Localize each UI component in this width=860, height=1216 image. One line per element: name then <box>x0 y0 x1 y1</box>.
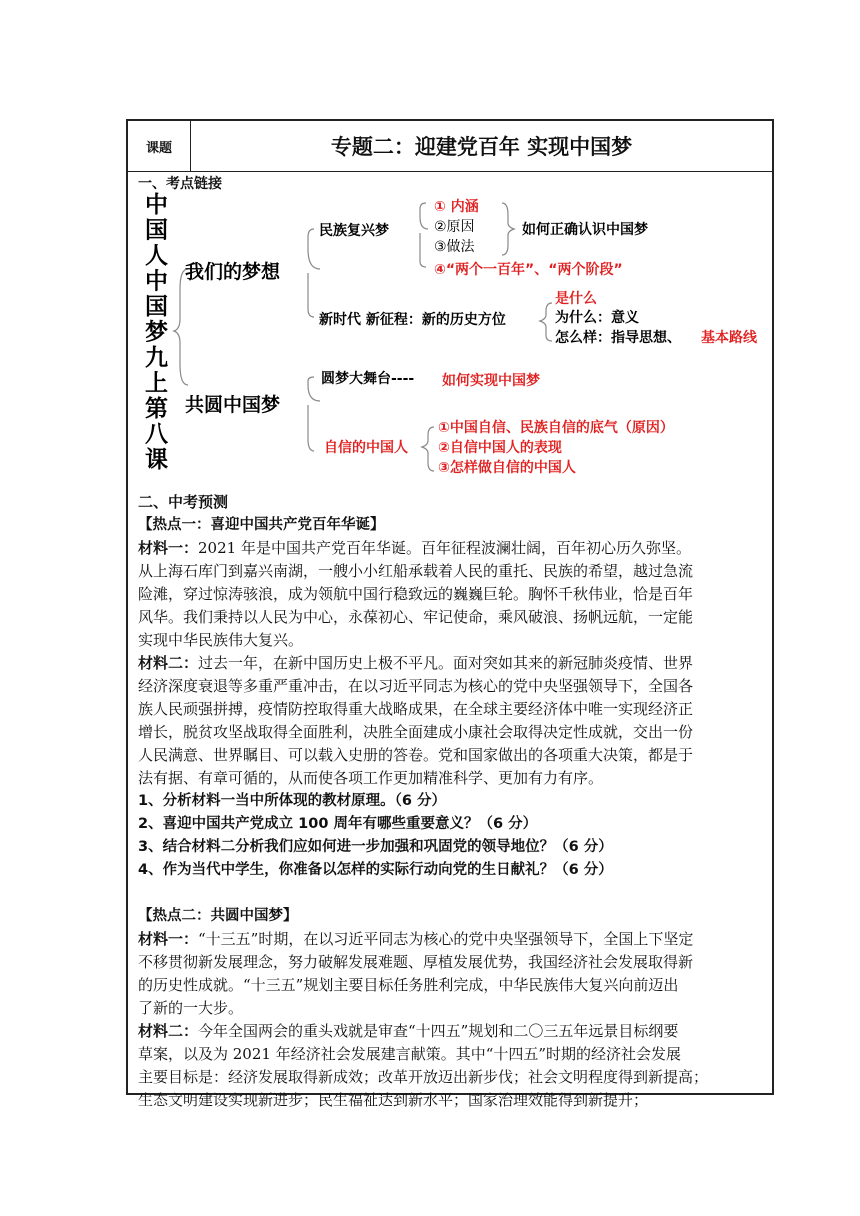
node-national-rejuvenation: 民族复兴梦 <box>319 223 389 239</box>
vertical-title-char: 上 <box>145 370 168 397</box>
hot2-m1-line-2: 不移贯彻新发展理念，努力破解发展难题、厚植发展优势，我国经济社会发展取得新 <box>138 953 694 971</box>
question-2: 2、喜迎中国共产党成立 100 周年有哪些重要意义？（6 分） <box>138 816 538 832</box>
hot1-m1-text: 2021 年是中国共产党百年华诞。百年征程波澜壮阔，百年初心历久弥坚。 <box>198 539 691 557</box>
branch-shared-dream: 共圆中国梦 <box>185 394 281 416</box>
hot1-m2-line-3: 族人民顽强拼搏，疫情防控取得重大战略成果，在全球主要经济体中唯一实现经济正 <box>138 700 694 718</box>
vertical-title-char: 中 <box>145 268 168 295</box>
new-era-item-2: 为什么：意义 <box>555 310 639 326</box>
vertical-title-char: 课 <box>145 447 168 473</box>
hot1-m1-line-5: 实现中华民族伟大复兴。 <box>138 631 304 649</box>
hot1-m1-label: 材料一： <box>138 539 199 557</box>
hot2-m2-label: 材料二： <box>138 1022 199 1040</box>
hot2-m1-line-3: 的历史性成就。“十三五”规划主要目标任务胜利完成，中华民族伟大复兴向前迈出 <box>138 976 679 994</box>
dream-item-3: ③做法 <box>434 239 475 255</box>
dream-note: 如何正确认识中国梦 <box>522 222 648 238</box>
section2-heading: 二、中考预测 <box>138 493 229 511</box>
hot2-m1-line-1 <box>138 928 766 951</box>
vertical-title-char: 人 <box>145 243 168 269</box>
hot2-m2-line-4: 生态文明建设实现新进步；民生福祉达到新水平；国家治理效能得到新提升； <box>138 1091 649 1109</box>
hot2-m1-line-4: 了新的一大步。 <box>138 999 244 1017</box>
confident-item-1: ①中国自信、民族自信的底气（原因） <box>438 420 674 436</box>
new-era-item-3: 怎么样：指导思想、 <box>555 330 681 346</box>
node-confident: 自信的中国人 <box>324 440 408 456</box>
dream-item-1: ① 内涵 <box>434 199 479 215</box>
hot2-m2-line-1 <box>138 1020 766 1043</box>
shared-dream-brace <box>308 377 320 451</box>
section1-heading: 一、考点链接 <box>138 176 222 192</box>
vertical-title-char: 国 <box>145 217 168 244</box>
mind-map <box>128 189 772 489</box>
hot1-m2-label: 材料二： <box>138 654 199 672</box>
rejuvenation-brace <box>420 203 428 267</box>
hot2-title: 【热点二：共圆中国梦】 <box>138 908 298 924</box>
hot1-title: 【热点一：喜迎中国共产党百年华诞】 <box>138 517 385 533</box>
new-era-item-3-red: 基本路线 <box>701 330 757 346</box>
node-new-era: 新时代 新征程：新的历史方位 <box>319 312 506 328</box>
stage-note: 如何实现中国梦 <box>442 373 540 389</box>
header-row <box>128 121 772 172</box>
hot1-m1-line-4: 风华。我们秉持以人民为中心，永葆初心、牢记使命，乘风破浪、扬帆远航，一定能 <box>138 608 694 626</box>
hot1-m2-line-2: 经济深度衰退等多重严重冲击，在以习近平同志为核心的党中央坚强领导下，全国各 <box>138 677 694 695</box>
vertical-title-char: 八 <box>145 421 168 448</box>
new-era-brace <box>540 303 552 341</box>
question-3: 3、结合材料二分析我们应如何进一步加强和巩固党的领导地位？（6 分） <box>138 839 613 855</box>
dream-note-brace <box>502 203 514 255</box>
hot1-m1-line-2: 从上海石库门到嘉兴南湖，一艘小小红船承载着人民的重托、民族的希望，越过急流 <box>138 562 694 580</box>
node-stage: 圆梦大舞台---- <box>321 371 415 387</box>
vertical-title-char: 中 <box>145 192 168 218</box>
hot1-m1-line-3: 险滩，穿过惊涛骇浪，成为领航中国行稳致远的巍巍巨轮。胸怀千秋伟业，恰是百年 <box>138 585 694 603</box>
vertical-title-char: 国 <box>145 294 168 320</box>
question-4: 4、作为当代中学生，你准备以怎样的实际行动向党的生日献礼？（6 分） <box>138 862 613 878</box>
dream-item-2: ②原因 <box>434 219 475 235</box>
hot2-m2-line-2: 草案，以及为 2021 年经济社会发展建言献策。其中“十四五”时期的经济社会发展 <box>138 1045 682 1063</box>
hot1-m2-line-6: 法有据、有章可循的，从而使各项工作更加精准科学、更加有力有序。 <box>138 769 604 787</box>
hot2-m2-text: 今年全国两会的重头戏就是审查“十四五”规划和二〇三五年远景目标纲要 <box>198 1022 679 1040</box>
section2-body <box>138 491 766 1112</box>
hot1-m2-line-5: 人民满意、世界瞩目、可以载入史册的答卷。党和国家做出的各项重大决策，都是于 <box>138 746 694 764</box>
page-title: 专题二：迎建党百年 实现中国梦 <box>330 135 633 159</box>
vertical-title-char: 梦 <box>145 319 168 346</box>
main-brace <box>174 269 188 385</box>
hot2-m1-text: “十三五”时期，在以习近平同志为核心的党中央坚强领导下，全国上下坚定 <box>198 930 694 948</box>
worksheet-table <box>126 119 774 1109</box>
hot2-m1-label: 材料一： <box>138 930 199 948</box>
header-label: 课题 <box>128 121 191 171</box>
vertical-title-char: 第 <box>145 396 168 422</box>
mindmap-vertical-title <box>145 192 169 473</box>
question-1: 1、分析材料一当中所体现的教材原理。（6 分） <box>138 793 446 809</box>
confident-brace <box>422 427 434 471</box>
hot1-m2-line-4: 增长，脱贫攻坚战取得全面胜利，决胜全面建成小康社会取得决定性成就，交出一份 <box>138 723 694 741</box>
branch-our-dream: 我们的梦想 <box>185 261 281 283</box>
new-era-item-1: 是什么 <box>555 291 597 307</box>
vertical-title-char: 九 <box>145 345 168 371</box>
dream-item-4: ④“两个一百年”、“两个阶段” <box>434 262 623 278</box>
dream-brace <box>308 229 320 317</box>
confident-item-3: ③怎样做自信的中国人 <box>438 460 576 476</box>
hot1-m2-line-1 <box>138 652 766 675</box>
hot1-m2-text: 过去一年，在新中国历史上极不平凡。面对突如其来的新冠肺炎疫情、世界 <box>198 654 694 672</box>
hot2-m2-line-3: 主要目标是：经济发展取得新成效；改革开放迈出新步伐；社会文明程度得到新提高； <box>138 1068 709 1086</box>
hot1-m1-line-1 <box>138 537 766 560</box>
confident-item-2: ②自信中国人的表现 <box>438 440 562 456</box>
